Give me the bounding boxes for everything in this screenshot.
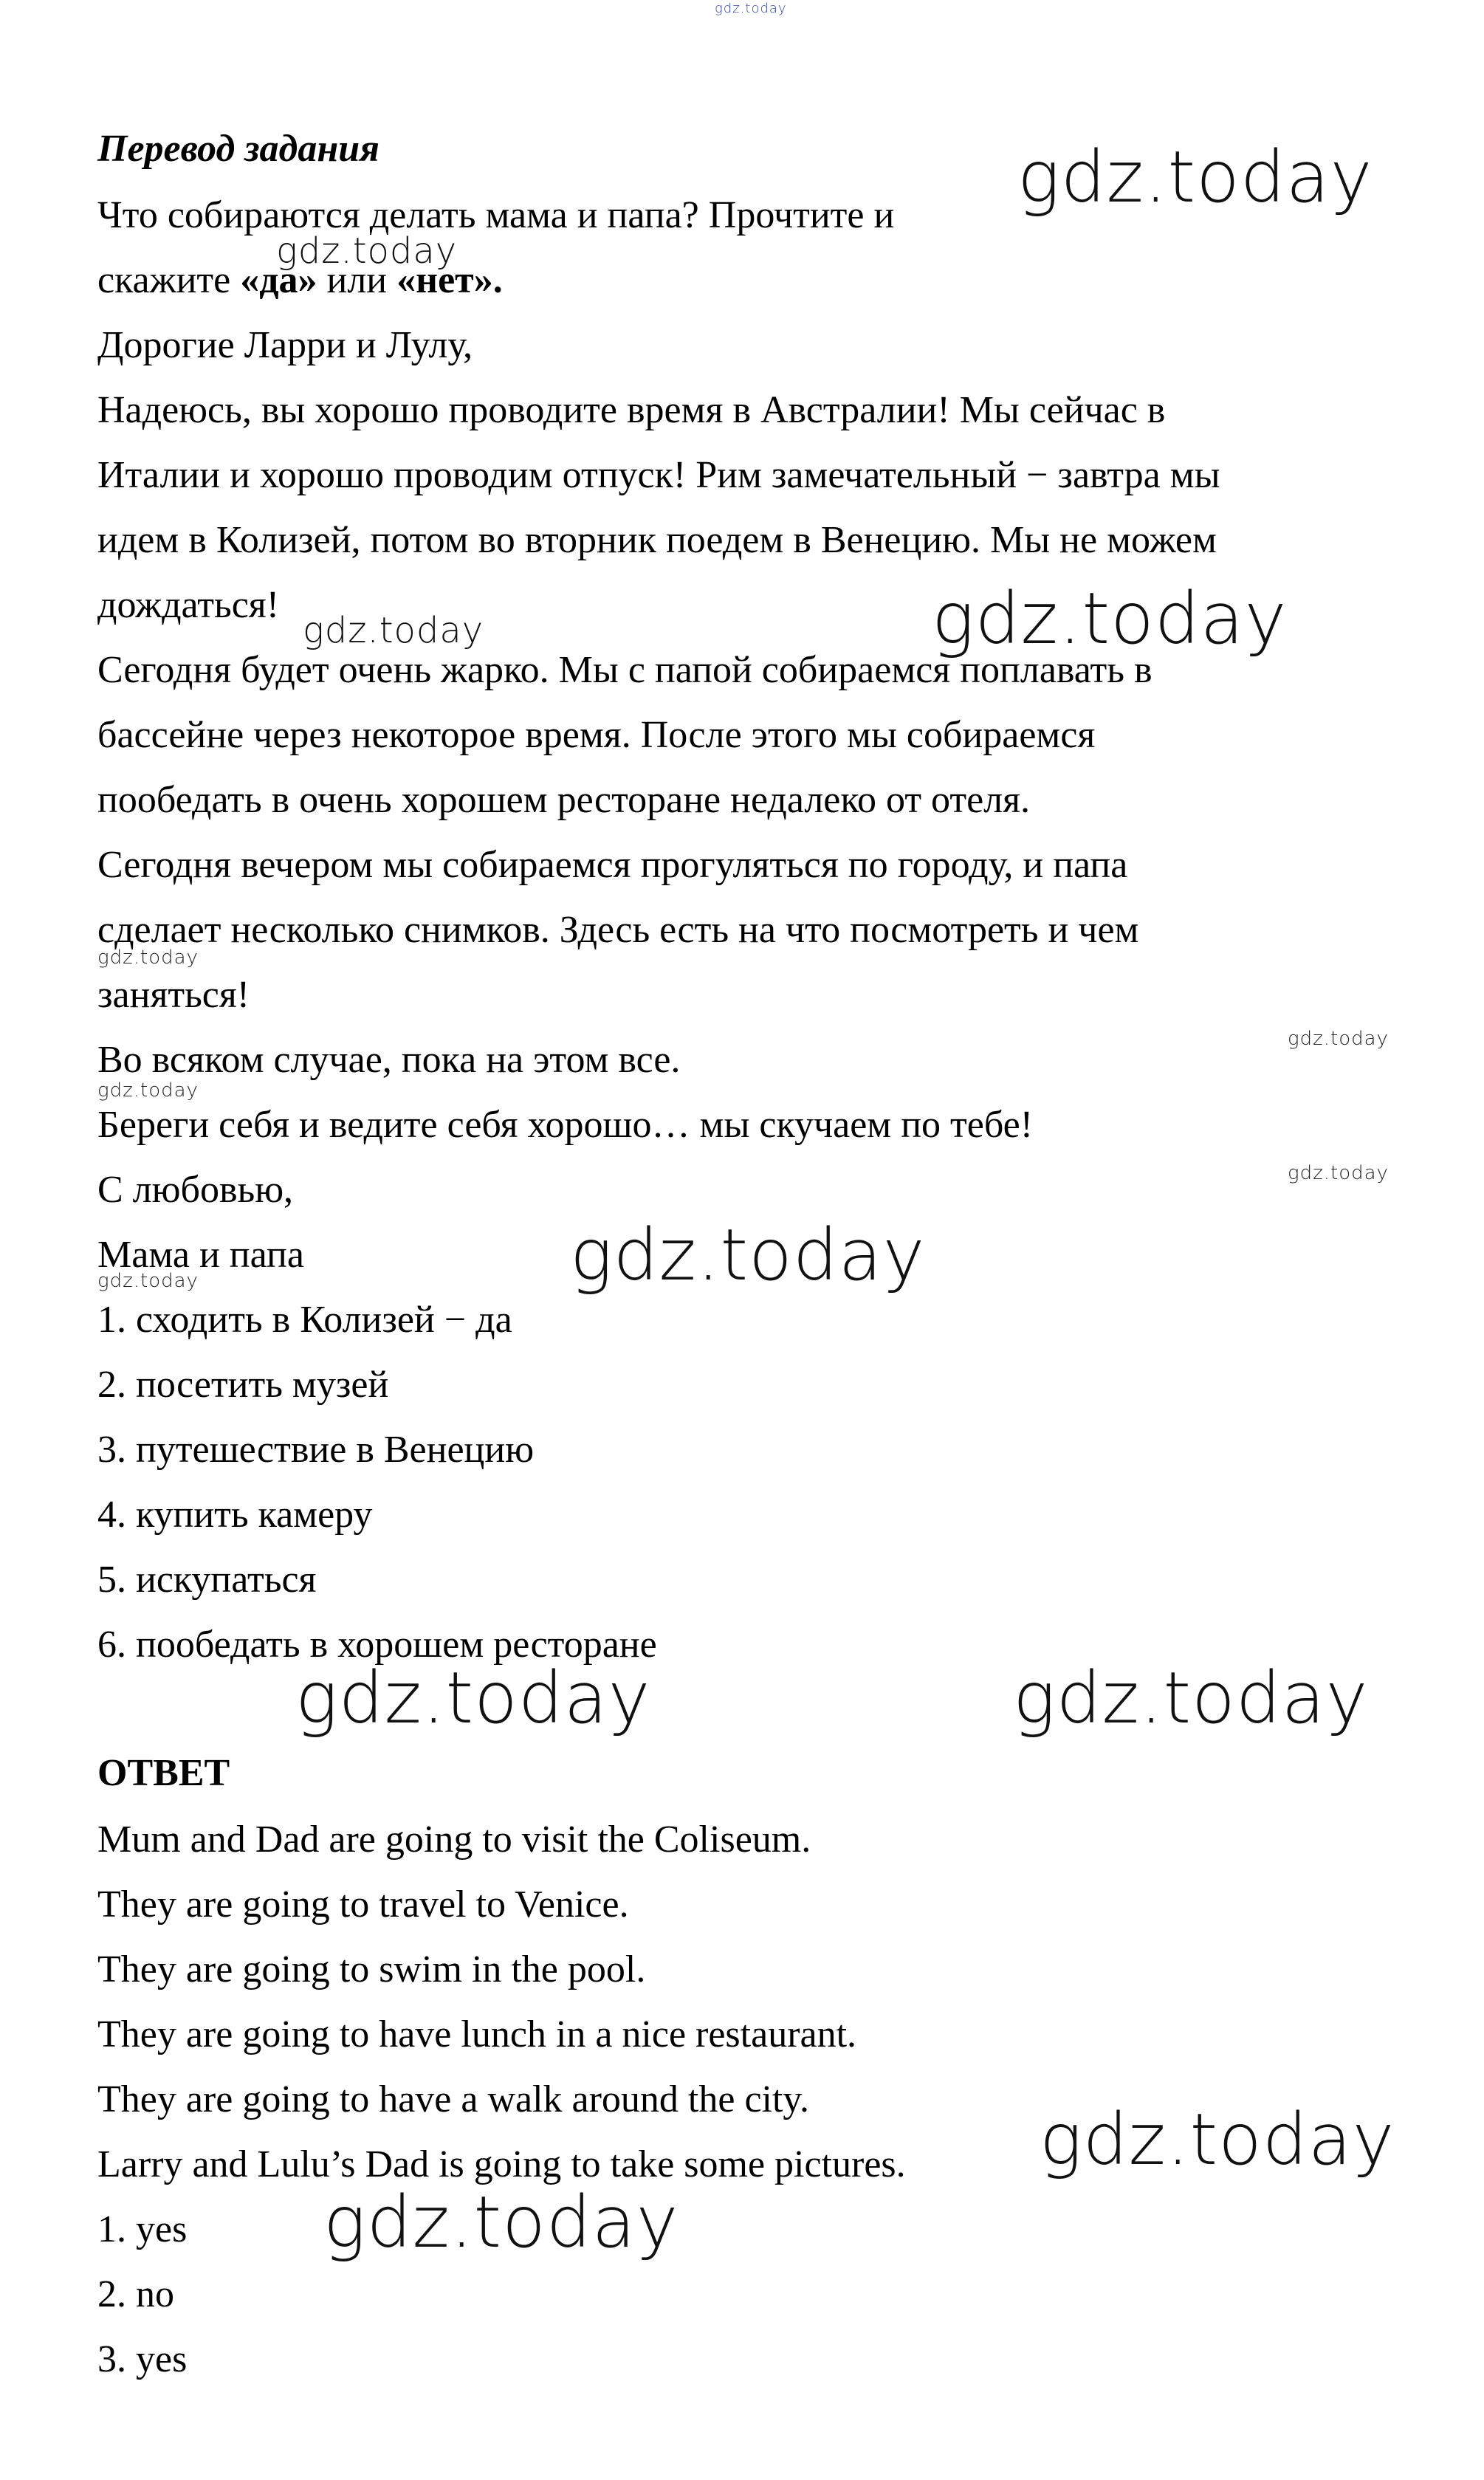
letter-line: бассейне через некоторое время. После этого мы собираемся — [97, 714, 1096, 756]
intro-yes: «да» — [240, 259, 317, 301]
answer-result: 2. no — [97, 2273, 174, 2315]
watermark: gdz.today — [1040, 2098, 1395, 2181]
task-intro-line1: Что собираются делать мама и папа? Прочтите и — [97, 194, 895, 236]
watermark: gdz.today — [570, 1214, 926, 1296]
answer-result: 1. yes — [97, 2208, 188, 2250]
answer-sentence: They are going to have a walk around the city. — [97, 2078, 810, 2120]
task-item: 2. посетить музей — [97, 1364, 389, 1406]
letter-line: пообедать в очень хорошем ресторане недалеко от отеля. — [97, 779, 1031, 821]
watermark: gdz.today — [932, 577, 1288, 660]
answer-sentence: They are going to swim in the pool. — [97, 1948, 646, 1990]
watermark: gdz.today — [715, 1, 787, 16]
watermark: gdz.today — [323, 2181, 679, 2264]
intro-no: «нет». — [396, 259, 503, 301]
letter-line: заняться! — [97, 974, 250, 1016]
letter-line: дождаться! — [97, 584, 280, 626]
task-item: 3. путешествие в Венецию — [97, 1429, 535, 1471]
task-item: 5. искупаться — [97, 1559, 317, 1601]
letter-line: Во всяком случае, пока на этом все. — [97, 1039, 681, 1081]
watermark: gdz.today — [97, 947, 199, 969]
letter-line: Италии и хорошо проводим отпуск! Рим замечательный − завтра мы — [97, 454, 1220, 496]
letter-line: сделает несколько снимков. Здесь есть на что посмотреть и чем — [97, 909, 1139, 951]
answer-sentence: They are going to travel to Venice. — [97, 1883, 629, 1926]
letter-line: идем в Колизей, потом во вторник поедем в Венецию. Мы не можем — [97, 519, 1217, 561]
answer-result: 3. yes — [97, 2338, 188, 2380]
letter-line: Сегодня вечером мы собираемся прогуляться по городу, и папа — [97, 844, 1128, 886]
watermark: gdz.today — [97, 1079, 199, 1102]
answer-heading: ОТВЕТ — [97, 1752, 230, 1794]
task-title: Перевод задания — [97, 128, 379, 170]
answer-sentence: Larry and Lulu’s Dad is going to take some pictures. — [97, 2143, 906, 2185]
watermark: gdz.today — [1017, 136, 1373, 219]
task-item: 4. купить камеру — [97, 1494, 373, 1536]
letter-line: Сегодня будет очень жарко. Мы с папой собираемся поплавать в — [97, 649, 1152, 691]
answer-sentence: They are going to have lunch in a nice restaurant. — [97, 2013, 857, 2055]
letter-line: Дорогие Ларри и Лулу, — [97, 324, 473, 366]
task-item: 6. пообедать в хорошем ресторане — [97, 1624, 657, 1666]
intro-prefix: скажите — [97, 259, 241, 301]
watermark: gdz.today — [1013, 1657, 1369, 1739]
letter-line: Надеюсь, вы хорошо проводите время в Австралии! Мы сейчас в — [97, 389, 1166, 431]
task-item: 1. сходить в Колизей − да — [97, 1299, 512, 1341]
intro-or: или — [317, 259, 397, 301]
answer-sentence: Mum and Dad are going to visit the Coliseum. — [97, 1818, 811, 1861]
watermark: gdz.today — [97, 1270, 199, 1292]
watermark: gdz.today — [295, 1657, 651, 1739]
watermark: gdz.today — [1288, 1162, 1389, 1184]
watermark: gdz.today — [1288, 1028, 1389, 1050]
watermark: gdz.today — [276, 230, 458, 272]
watermark: gdz.today — [303, 610, 484, 651]
letter-line: С любовью, — [97, 1169, 294, 1211]
letter-line: Береги себя и ведите себя хорошо… мы скучаем по тебе! — [97, 1104, 1034, 1146]
letter-line: Мама и папа — [97, 1234, 304, 1276]
